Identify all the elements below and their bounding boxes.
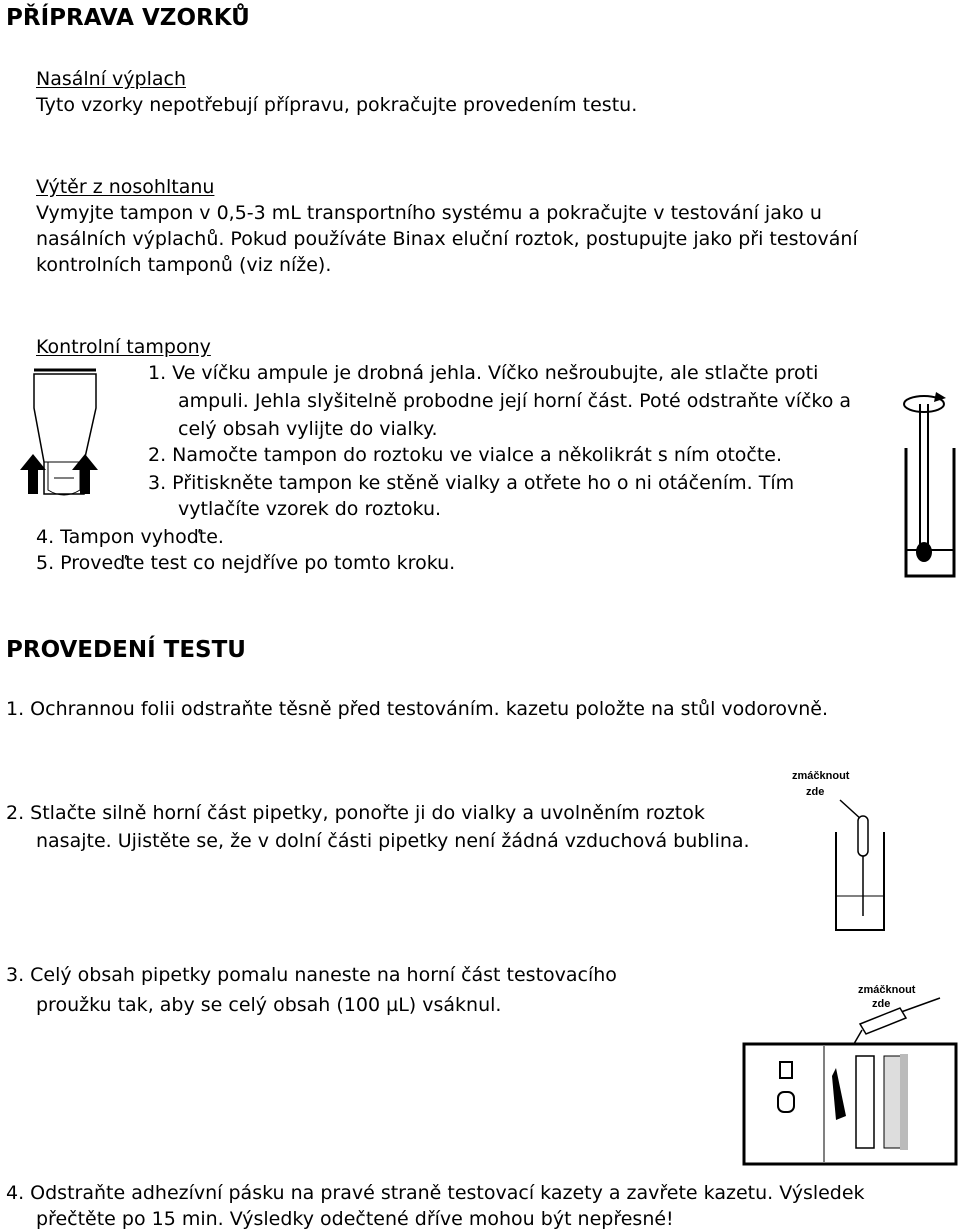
section-title-prep: PŘÍPRAVA VZORKŮ xyxy=(6,5,250,31)
nasopharyngeal-line1: Vymyjte tampon v 0,5-3 mL transportního systému a pokračujte v testování jako u xyxy=(36,202,822,224)
figure2-label-line2: zde xyxy=(872,998,891,1010)
controls-step1-line3: celý obsah vylijte do vialky. xyxy=(178,418,438,440)
arrow-up-icon xyxy=(72,454,98,494)
nasopharyngeal-line2: nasálních výplachů. Pokud používáte Binax eluční roztok, postupujte jako při testování xyxy=(36,228,858,250)
controls-step1-line1: 1. Ve víčku ampule je drobná jehla. Víčko nešroubujte, ale stlačte proti xyxy=(148,362,819,384)
controls-step2: 2. Namočte tampon do roztoku ve vialce a několikrát s ním otočte. xyxy=(148,444,783,466)
test-step3-line2: proužku tak, aby se celý obsah (100 µL) vsáknul. xyxy=(36,994,502,1016)
nasal-text: Tyto vzorky nepotřebují přípravu, pokračujte provedením testu. xyxy=(36,94,638,116)
figure1-label-line1: zmáčknout xyxy=(792,770,850,782)
nasopharyngeal-line3: kontrolních tamponů (viz níže). xyxy=(36,254,332,276)
figure2-label-line1: zmáčknout xyxy=(858,984,916,996)
pipette-vial-icon xyxy=(822,796,886,936)
nasopharyngeal-heading: Výtěr z nosohltanu xyxy=(36,176,215,198)
controls-step3-line1: 3. Přitiskněte tampon ke stěně vialky a otřete ho o ni otáčením. Tím xyxy=(148,472,795,494)
test-step2-line2: nasajte. Ujistěte se, že v dolní části pipetky není žádná vzduchová bublina. xyxy=(36,830,750,852)
test-step4-line1: 4. Odstraňte adhezívní pásku na pravé straně testovací kazety a zavřete kazetu. Výsledek xyxy=(6,1182,865,1204)
test-step2-line1-text: 2. Stlačte silně horní část pipetky, ponořte ji do vialky a uvolněním roztok xyxy=(6,802,705,824)
controls-step4: 4. Tampon vyhoďte. xyxy=(36,526,224,548)
test-step1: 1. Ochrannou folii odstraňte těsně před testováním. kazetu položte na stůl vodorovně. xyxy=(6,698,828,720)
test-step2-line1 xyxy=(6,802,770,824)
test-step4-line2: přečtěte po 15 min. Výsledky odečtené dříve mohou být nepřesné! xyxy=(36,1208,674,1230)
controls-step3-line2: vytlačíte vzorek do roztoku. xyxy=(178,498,442,520)
controls-step1-line2: ampuli. Jehla slyšitelně probodne její horní část. Poté odstraňte víčko a xyxy=(178,390,852,412)
test-step3-line1: 3. Celý obsah pipetky pomalu naneste na horní část testovacího xyxy=(6,964,617,986)
arrow-up-icon xyxy=(20,454,46,494)
figure1-label-line2: zde xyxy=(806,786,825,798)
controls-heading: Kontrolní tampony xyxy=(36,336,211,358)
nasal-heading: Nasální výplach xyxy=(36,68,186,90)
section-title-test: PROVEDENÍ TESTU xyxy=(6,637,246,663)
controls-step5: 5. Proveďte test co nejdříve po tomto kroku. xyxy=(36,552,456,574)
vial-swab-icon xyxy=(902,404,956,580)
pipette-cassette-icon xyxy=(740,996,956,1166)
